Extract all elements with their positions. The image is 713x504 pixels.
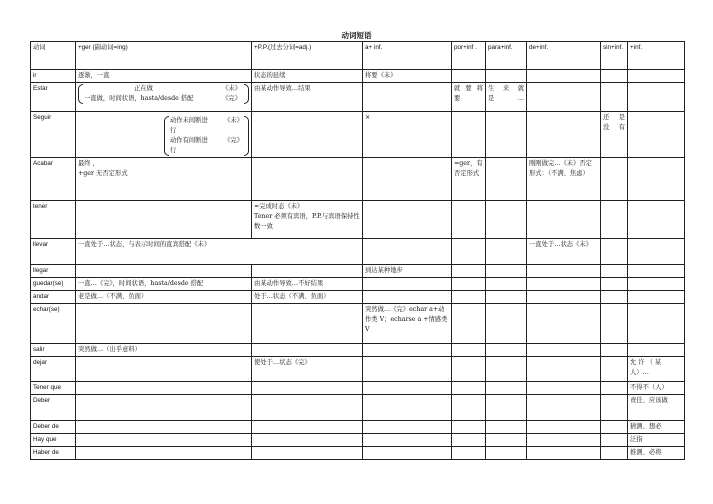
page-title: 动词短语: [341, 31, 372, 40]
ger-line: 最终 ，: [78, 160, 99, 167]
header-pp: +P.P.(过去分词=adj.): [252, 42, 363, 70]
verb-cell: dejar: [31, 357, 76, 382]
a-inf-cell: 到达某种地步: [363, 265, 452, 278]
pp-line: Tener 必须有宾语，P.P.与宾语保持性数一致: [254, 213, 360, 230]
para-inf-cell: 生 来 就 是…: [486, 83, 527, 112]
ger-line: 动作有间断进行: [170, 137, 208, 154]
ger-tag: 《未》: [224, 117, 243, 124]
verb-cell: Acabar: [31, 158, 76, 201]
table-row: [31, 239, 685, 265]
ger-cell: [76, 83, 252, 112]
header-a-inf: a+ inf.: [363, 42, 452, 70]
header-row: [31, 42, 685, 70]
table-row: [31, 421, 685, 434]
ger-cell: 一直…《完》，时间状语，hasta/desde 搭配: [76, 278, 252, 291]
verb-cell: Deber de: [31, 421, 76, 434]
ger-line: 一直做，时间状语，hasta/desde 搭配: [84, 95, 194, 102]
table-row: [31, 278, 685, 291]
ger-cell: 老是做…（不满、负面）: [76, 291, 252, 304]
ger-tag: 《完》: [224, 137, 243, 144]
verb-cell: tener: [31, 201, 76, 239]
de-inf-cell: 一直处于…状态《未》: [527, 239, 601, 265]
verb-phrase-table: [30, 41, 685, 460]
ger-tag: 《完》: [222, 95, 241, 102]
por-inf-cell: =ger，有否定形式: [452, 158, 486, 201]
inf-cell: 责任、应该做: [628, 395, 685, 421]
table-row: [31, 447, 685, 460]
pp-cell: 由某动作导致…结果: [252, 83, 363, 112]
table-row: [31, 291, 685, 304]
verb-cell: Estar: [31, 83, 76, 112]
inf-cell: 允 许 （ 某 人）…: [628, 357, 685, 382]
pp-cell: 状态的延续: [252, 70, 363, 83]
table-row: [31, 382, 685, 395]
ger-cell: 逐渐，一直: [76, 70, 252, 83]
table-row: [31, 434, 685, 447]
verb-cell: andar: [31, 291, 76, 304]
table-row: [31, 83, 685, 112]
ger-line: 正在做: [134, 85, 153, 92]
pp-cell: 处于…状态（不满、负面）: [252, 291, 363, 304]
pp-line: ≈完成时态《未》: [254, 203, 304, 210]
table-row: [31, 265, 685, 278]
verb-cell: Deber: [31, 395, 76, 421]
table-row: [31, 304, 685, 344]
inf-cell: 不得不（人）: [628, 382, 685, 395]
table-row: [31, 395, 685, 421]
ger-cell: 一直处于…状态，与表示时间的直宾搭配《未》: [76, 239, 363, 265]
ger-cell: [76, 158, 252, 201]
header-sin-inf: sin+inf.: [601, 42, 628, 70]
ger-line: +ger 无否定形式: [78, 170, 128, 177]
pp-cell: [252, 201, 363, 239]
table-row: [31, 344, 685, 357]
a-inf-cell: 将要《未》: [363, 70, 452, 83]
verb-cell: llegar: [31, 265, 76, 278]
verb-cell: salir: [31, 344, 76, 357]
table-row: [31, 112, 685, 158]
ger-tag: 《未》: [222, 85, 241, 92]
header-ger: +ger (副动词=ing): [76, 42, 252, 70]
pp-cell: 由某动作导致…不好结果: [252, 278, 363, 291]
header-por-inf: por+inf .: [452, 42, 486, 70]
de-inf-cell: 刚刚做完…《未》否定形式：（不满、焦虑）: [527, 158, 601, 201]
header-verb: 动词: [31, 42, 76, 70]
header-inf: +inf.: [628, 42, 685, 70]
verb-cell: llevar: [31, 239, 76, 265]
bracket-group: [78, 84, 249, 104]
table-row: [31, 70, 685, 83]
table-row: [31, 357, 685, 382]
ger-line: 动作未间断进行: [170, 117, 208, 134]
pp-cell: 使处于…状态《完》: [252, 357, 363, 382]
verb-cell: Seguir: [31, 112, 76, 158]
ger-cell: 突然做…（出乎意料）: [76, 344, 252, 357]
a-inf-cell: ×: [363, 112, 452, 158]
header-para-inf: para+inf.: [486, 42, 527, 70]
ger-cell: [76, 112, 252, 158]
verb-cell: ir: [31, 70, 76, 83]
inf-cell: 推测、必将: [628, 447, 685, 460]
sin-inf-cell: 还 是 没有: [601, 112, 628, 158]
a-inf-cell: 突然做…《完》echar a+动作类 V；echarse a +情感类 V: [363, 304, 452, 344]
verb-cell: echar(se): [31, 304, 76, 344]
bracket-group: [164, 116, 249, 156]
header-de-inf: de+inf.: [527, 42, 601, 70]
verb-cell: guedar(se): [31, 278, 76, 291]
inf-cell: 猜测、想必: [628, 421, 685, 434]
table-row: [31, 201, 685, 239]
inf-cell: 泛指: [628, 434, 685, 447]
verb-cell: Hay que: [31, 434, 76, 447]
por-inf-cell: 就 要 将要: [452, 83, 486, 112]
table-row: [31, 158, 685, 201]
verb-cell: Tener que: [31, 382, 76, 395]
verb-cell: Haber de: [31, 447, 76, 460]
